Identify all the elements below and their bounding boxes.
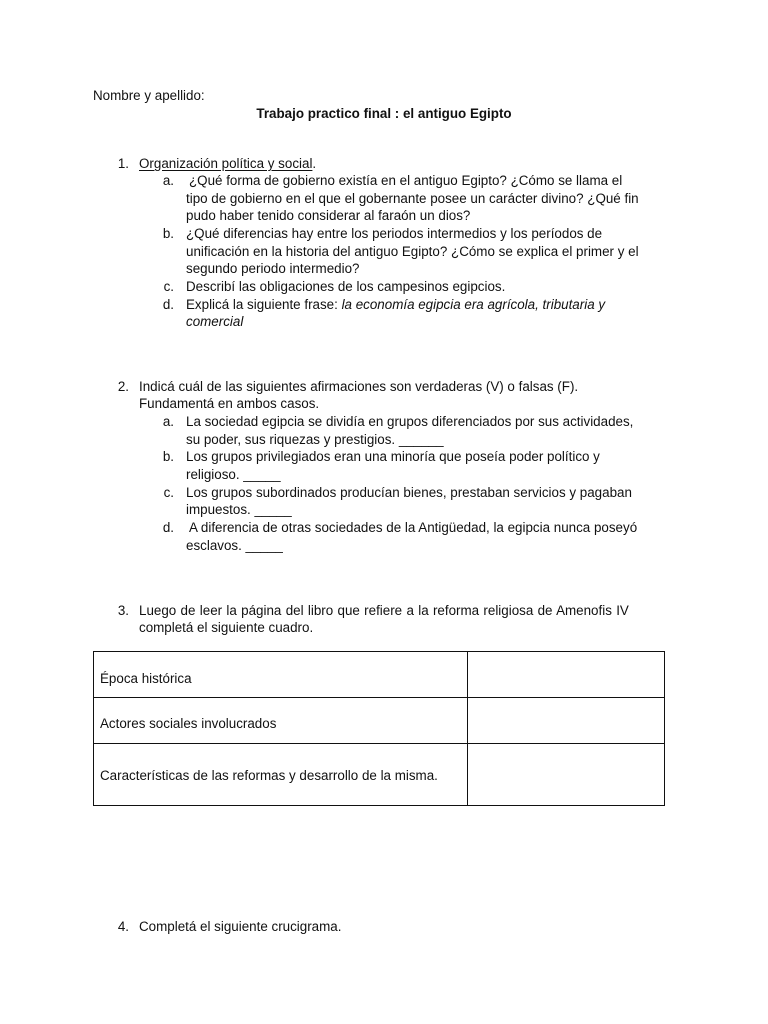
q2d-line: esclavos. _____ xyxy=(186,538,283,553)
q2d-line: A diferencia de otras sociedades de la Antigüedad, la egipcia nunca poseyó xyxy=(186,520,638,535)
q1c-line: Describí las obligaciones de los campesinos egipcios. xyxy=(186,279,506,294)
q2a-line: La sociedad egipcia se dividía en grupos diferenciados por sus actividades, xyxy=(186,414,634,429)
reform-table xyxy=(93,651,665,806)
q1-title: Organización política y social xyxy=(139,156,313,171)
q2b-letter: b. xyxy=(162,449,174,464)
q2d-letter: d. xyxy=(162,520,174,535)
q3-line: completá el siguiente cuadro. xyxy=(139,620,314,635)
q2-line: Fundamentá en ambos casos. xyxy=(139,396,320,411)
table-label-cell: Actores sociales involucrados xyxy=(94,698,468,744)
table-row xyxy=(94,652,665,698)
q2a-letter: a. xyxy=(162,414,174,429)
q1b-letter: b. xyxy=(162,226,174,241)
q2c-letter: c. xyxy=(163,485,174,500)
q3-number: 3. xyxy=(117,603,129,618)
table-label-cell: Características de las reformas y desarrollo de la misma. xyxy=(94,744,468,806)
table-answer-cell[interactable] xyxy=(468,652,665,698)
q1d-line xyxy=(186,296,605,314)
q2a-line: su poder, sus riquezas y prestigios. ______ xyxy=(186,432,444,447)
q4-text: Completá el siguiente crucigrama. xyxy=(139,919,342,934)
q1-number: 1. xyxy=(117,156,129,171)
q1d-quote: la economía egipcia era agrícola, tributaria y xyxy=(341,297,606,312)
q1a-letter: a. xyxy=(162,173,174,188)
table-answer-cell[interactable] xyxy=(468,698,665,744)
q2c-line: impuestos. _____ xyxy=(186,502,292,517)
q3-line: Luego de leer la página del libro que refiere a la reforma religiosa de Amenofis IV xyxy=(139,603,629,618)
q1a-line: pudo haber tenido considerar al faraón un dios? xyxy=(186,208,471,223)
table-answer-cell[interactable] xyxy=(468,744,665,806)
page-title: Trabajo practico final : el antiguo Egipto xyxy=(256,106,512,121)
name-label: Nombre y apellido: xyxy=(93,88,205,103)
q1-heading xyxy=(139,155,316,173)
q2b-line: Los grupos privilegiados eran una minoría que poseía poder político y xyxy=(186,449,600,464)
q4-number: 4. xyxy=(117,919,129,934)
q1b-line: unificación en la historia del antiguo Egipto? ¿Cómo se explica el primer y el xyxy=(186,244,639,259)
q1c-letter: c. xyxy=(163,279,174,294)
q1-title-end: . xyxy=(312,156,317,171)
q1a-line: tipo de gobierno en el que el gobernante posee un carácter divino? ¿Qué fin xyxy=(186,191,639,206)
q1b-line: segundo periodo intermedio? xyxy=(186,261,360,276)
q1d-letter: d. xyxy=(162,297,174,312)
table-label-cell: Época histórica xyxy=(94,652,468,698)
q1a-line: ¿Qué forma de gobierno existía en el antiguo Egipto? ¿Cómo se llama el xyxy=(189,173,623,188)
q1d-prefix: Explicá la siguiente frase: xyxy=(186,297,342,312)
q2b-line: religioso. _____ xyxy=(186,467,281,482)
q1b-line: ¿Qué diferencias hay entre los periodos intermedios y los períodos de xyxy=(186,226,603,241)
q2c-line: Los grupos subordinados producían bienes, prestaban servicios y pagaban xyxy=(186,485,632,500)
table-row xyxy=(94,698,665,744)
q2-line: Indicá cuál de las siguientes afirmaciones son verdaderas (V) o falsas (F). xyxy=(139,379,579,394)
table-row xyxy=(94,744,665,806)
q1d-quote-cont: comercial xyxy=(186,314,244,329)
q2-number: 2. xyxy=(117,379,129,394)
